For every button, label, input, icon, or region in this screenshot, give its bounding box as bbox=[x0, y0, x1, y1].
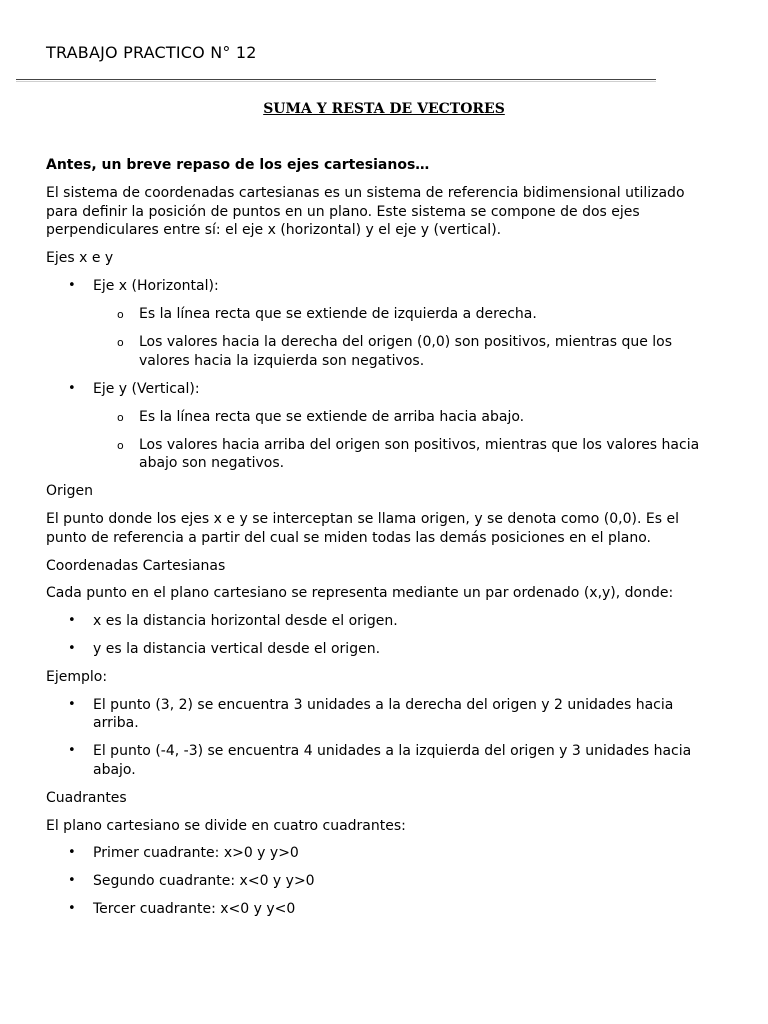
bullet-icon: • bbox=[68, 873, 76, 889]
circle-bullet-icon: o bbox=[117, 411, 124, 425]
axis-point-text: Los valores hacia arriba del origen son positivos, mientras que los valores hacia abajo son negativos. bbox=[139, 436, 700, 472]
list-item bbox=[46, 612, 718, 630]
circle-bullet-icon: o bbox=[117, 438, 124, 452]
coords-list bbox=[46, 612, 718, 658]
axis-label: Eje x (Horizontal): bbox=[93, 278, 219, 295]
list-item bbox=[46, 742, 718, 779]
list-item bbox=[46, 696, 718, 733]
list-item bbox=[93, 408, 718, 426]
axis-points bbox=[93, 305, 718, 370]
quadrant-item-text: Tercer cuadrante: x<0 y y<0 bbox=[93, 901, 296, 918]
origin-paragraph: El punto donde los ejes x e y se interceptan se llama origen, y se denota como (0,0). Es el punto de referencia a partir del cual se miden todas las demás posiciones en el plano. bbox=[46, 511, 679, 546]
list-item bbox=[46, 872, 718, 890]
example-heading: Ejemplo: bbox=[46, 669, 108, 686]
axis-points bbox=[93, 408, 718, 473]
intro-paragraph: El sistema de coordenadas cartesianas es un sistema de referencia bidimensional utilizado para definir la posición de puntos en un plano. Este sistema se compone de dos ejes perpendiculares entre sí: el eje x (horizontal) y el eje y (vertical). bbox=[46, 185, 685, 239]
bullet-icon: • bbox=[68, 901, 76, 917]
axis-point-text: Es la línea recta que se extiende de arriba hacia abajo. bbox=[139, 409, 525, 426]
list-item bbox=[46, 640, 718, 658]
bullet-icon: • bbox=[68, 278, 76, 294]
axis-label: Eje y (Vertical): bbox=[93, 380, 200, 397]
coords-item-text: x es la distancia horizontal desde el origen. bbox=[93, 613, 398, 630]
quadrant-item-text: Primer cuadrante: x>0 y y>0 bbox=[93, 845, 299, 862]
circle-bullet-icon: o bbox=[117, 336, 124, 350]
list-item bbox=[93, 305, 718, 323]
list-item bbox=[46, 844, 718, 862]
document-body bbox=[46, 156, 718, 928]
axis-point-text: Los valores hacia la derecha del origen (0,0) son positivos, mientras que los valores hacia la izquierda son negativos. bbox=[139, 334, 673, 369]
header-title: TRABAJO PRACTICO N° 12 bbox=[46, 43, 257, 62]
bullet-icon: • bbox=[68, 641, 76, 657]
list-item bbox=[46, 900, 718, 918]
coords-paragraph: Cada punto en el plano cartesiano se representa mediante un par ordenado (x,y), donde: bbox=[46, 585, 674, 602]
bullet-icon: • bbox=[68, 380, 76, 396]
example-item-text: El punto (3, 2) se encuentra 3 unidades a la derecha del origen y 2 unidades hacia arriba. bbox=[93, 697, 674, 732]
quadrants-list bbox=[46, 844, 718, 918]
bullet-icon: • bbox=[68, 697, 76, 713]
example-item-text: El punto (-4, -3) se encuentra 4 unidades a la izquierda del origen y 3 unidades hacia abajo. bbox=[93, 743, 692, 778]
list-item bbox=[46, 277, 718, 370]
list-item bbox=[93, 333, 718, 370]
quadrants-paragraph: El plano cartesiano se divide en cuatro cuadrantes: bbox=[46, 817, 406, 834]
axis-point-text: Es la línea recta que se extiende de izquierda a derecha. bbox=[139, 306, 537, 323]
example-list bbox=[46, 696, 718, 779]
bullet-icon: • bbox=[68, 613, 76, 629]
origin-heading: Origen bbox=[46, 483, 94, 500]
intro-heading: Antes, un breve repaso de los ejes cartesianos… bbox=[46, 157, 430, 173]
bullet-icon: • bbox=[68, 845, 76, 861]
coords-heading: Coordenadas Cartesianas bbox=[46, 557, 226, 574]
axes-heading: Ejes x e y bbox=[46, 250, 114, 267]
circle-bullet-icon: o bbox=[117, 308, 124, 322]
header-divider bbox=[16, 79, 656, 80]
header-divider-shadow bbox=[16, 81, 656, 82]
list-item bbox=[93, 436, 718, 473]
quadrant-item-text: Segundo cuadrante: x<0 y y>0 bbox=[93, 873, 315, 890]
quadrants-heading: Cuadrantes bbox=[46, 789, 127, 806]
document-title: SUMA Y RESTA DE VECTORES bbox=[263, 101, 505, 117]
bullet-icon: • bbox=[68, 743, 76, 759]
coords-item-text: y es la distancia vertical desde el origen. bbox=[93, 641, 381, 658]
list-item bbox=[46, 380, 718, 473]
axes-list bbox=[46, 277, 718, 473]
